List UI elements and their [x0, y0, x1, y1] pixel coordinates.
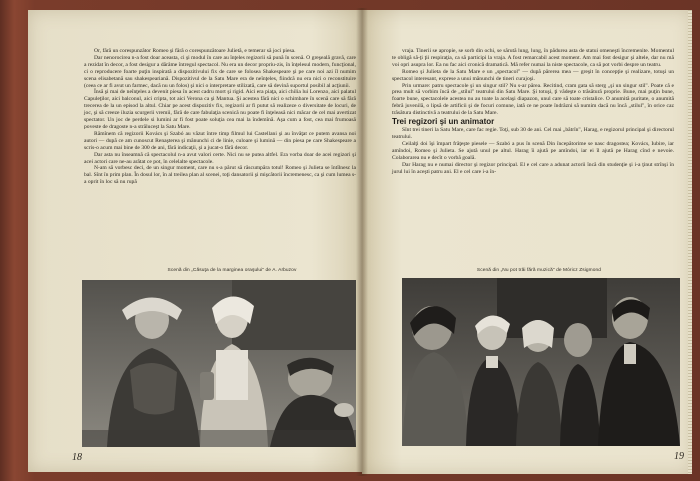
paragraph: Dar nenorocirea n-a fost doar aceasta, ci şi modul în care au înţeles regizorii să pună în scenă. O greşeală gravă, care a rezidat în decor, a fost desigur a dărâme întregul spectacol. Nu era un decor propriu-zis, în înţelesul modern, funcţional, ci o reproducere foarte puţin inspirată a dispozitivului fix de care se folosea Shakespeare şi pe care noi azi îl numim scena elisabetană sau shakespeariană. Dispozitivul de la Satu Mare era de neînţeles, fiindcă nu era nici o reconstituire (ceea ce ar fi avut un farmec, dacă nu un folos) şi nici o interpretare stilizată, care să devină suportul posibil al acţiunii. [84, 54, 356, 89]
scene-photo-illustration [82, 280, 356, 447]
paragraph: Sînt trei tineri la Satu Mare, care fac regie. Toţi, sub 30 de ani. Cel mai „bătrîn", Harag, e regizorul principal şi directorul teatrului. [392, 127, 674, 140]
page-number: 18 [72, 452, 82, 463]
page-number: 19 [674, 451, 684, 462]
paragraph: Prin urmare: patru spectacole şi un singur stil? Nu s-ar părea. Recitind, cram gata să sterg „şi un singur stil". Poate că e prea mult să vorbim încă de „stilul" teatrului din Satu Mare. Şi totuşi, ţi vădeşte o trăsătură proprie. Bune, mai puţin bune, foarte bune, spectacolele acestea nu au toate la acelaşi diapazon, unul care să toate cristalice. O anumită puritate, o anumită febră juvenilă, o lipsă de artificii şi de focuri comune, iată ce ne poate îndrăzni să numim dacă nu încă „stilul", în orice caz trăsătura distinctivă a teatrului de la Satu Mare. [392, 82, 674, 117]
paragraph: Însă şi mai de neînţeles a devenit piesa în acest cadru mort şi rigid. Aici era piaţa, aici chilia lui Lorenzo, aici palatul Capuleţilor, aici balconul, aici cripta, tot aici Verona ca şi Mantua. Şi acestea fără nici o schimbare în scenă care să fără trecerea de la un episod la altul. Chiar pe acest dispozitiv fix, regizorii ar fi putut să realizeze o diversitate de locuri, de joc, şi să creeze iluzia scurgerii vremii, fără de care fabulaţia scenică nu poate fi înţeleasă nici măcar de cel mai avertizat spectator. Un joc de perdele si lumini ar fi fost poate soluţia cea mai la îndemînă. Aşa cum a fost, cea mai frumoasă poveste de dragoste n-a străluceşt la Satu Mare. [84, 89, 356, 130]
scene-photo [82, 280, 356, 447]
right-text-column [392, 48, 674, 175]
paragraph: N-am să vorbesc deci, de un singur moment, care nu s-a părut să răscumpăra totul! Romeo şi Julieta se întîlnesc la bal. Sînt în prim plan. În dosul lor, în al treilea plan al scenei, toţi dansatorii şi mişcătorii încremenesc, ca şi cum lumea s-a oprit în loc să nu rupă [84, 165, 356, 186]
photo-caption: Scenă din „Căsuţa de la marginea oraşului" de A. Arbuzov [167, 268, 297, 273]
paragraph: Dar Harag nu e numai director şi regizor principal. El e cel care a adunat actorii încă din studenţie şi i-a ţinut strînşi în jurul lui în aceşti patru ani. El e cel care i-a în- [392, 161, 674, 175]
scene-photo-illustration [402, 278, 680, 446]
paragraph: Romeo şi Julieta de la Satu Mare e un „spectacol" — după părerea mea — greşit în concepţie şi realizare, totuşi un spectacol interesant, exprese a unui mănunchi de tineri curajoşi. [392, 68, 674, 82]
left-text-column [84, 48, 356, 186]
paragraph: vraja. Tinerii se apropie, se sorb din ochi, se sărută lung, lung, în pădurea asta de statui omeneşti încremenite. Momentul te obligă să-ţi ţii respiraţia, ca să participi la vraja. A fost remarcabil acest moment. Am mai fost desigur şi altele, dar nu mă voi opri asupra lor. Ea nu fac aici cronică dramatică. Mă refer numai la niste spectacole, ca să pot vorbi despre un teatru. [392, 48, 674, 68]
photo-caption: Scenă din „Nu pot trăi fără muzică" de Móricz Zsigmond [476, 268, 602, 273]
book-spine [356, 8, 368, 476]
scene-photo [402, 278, 680, 446]
paragraph: Or, fără un corespunzător Romeo şi fără o corespunzătoare Julietă, e temerar să joci piesa. [94, 48, 296, 54]
paragraph: Dar asta nu înseamnă că spectacolul n-a avut valori certe. Nici nu se putea altfel. Era vorba doar de acei regizori şi acei actori care ne-au arătat ce pot, în celelalte spectacole. [84, 151, 356, 165]
left-page [28, 10, 362, 472]
section-heading: Trei regizori şi un animator [392, 117, 495, 127]
page-edge [688, 10, 692, 474]
paragraph: Ceilalţi doi îşi împart frăţeşte piesele — Szabó a pus în scenă Din începătorime se nasc dragostea; Kovács, Iubire, iar amîndoi, Romeo şi Julieta. Se ajută unul pe altul. Harag îi ajută pe amîndoi, iar ei îl ajută pe Harag cînd e nevoie. Colaborarea nu e decît o vorbă goală. [392, 140, 674, 161]
right-page [362, 10, 692, 474]
paragraph: Rămînem că regizorii Kovács şi Szabó au văzut între timp filmul lui Castellani şi au învăţat ce putem avansa noi autori — după ce am cunoscut Renaşterea şi mănunchi ci de linie, culoare şi lumină — din piesa pe care Shakespeare a scris-o acum mai bine de 300 de ani, fără indicaţii, şi a jucat-o fără decor. [84, 130, 356, 151]
